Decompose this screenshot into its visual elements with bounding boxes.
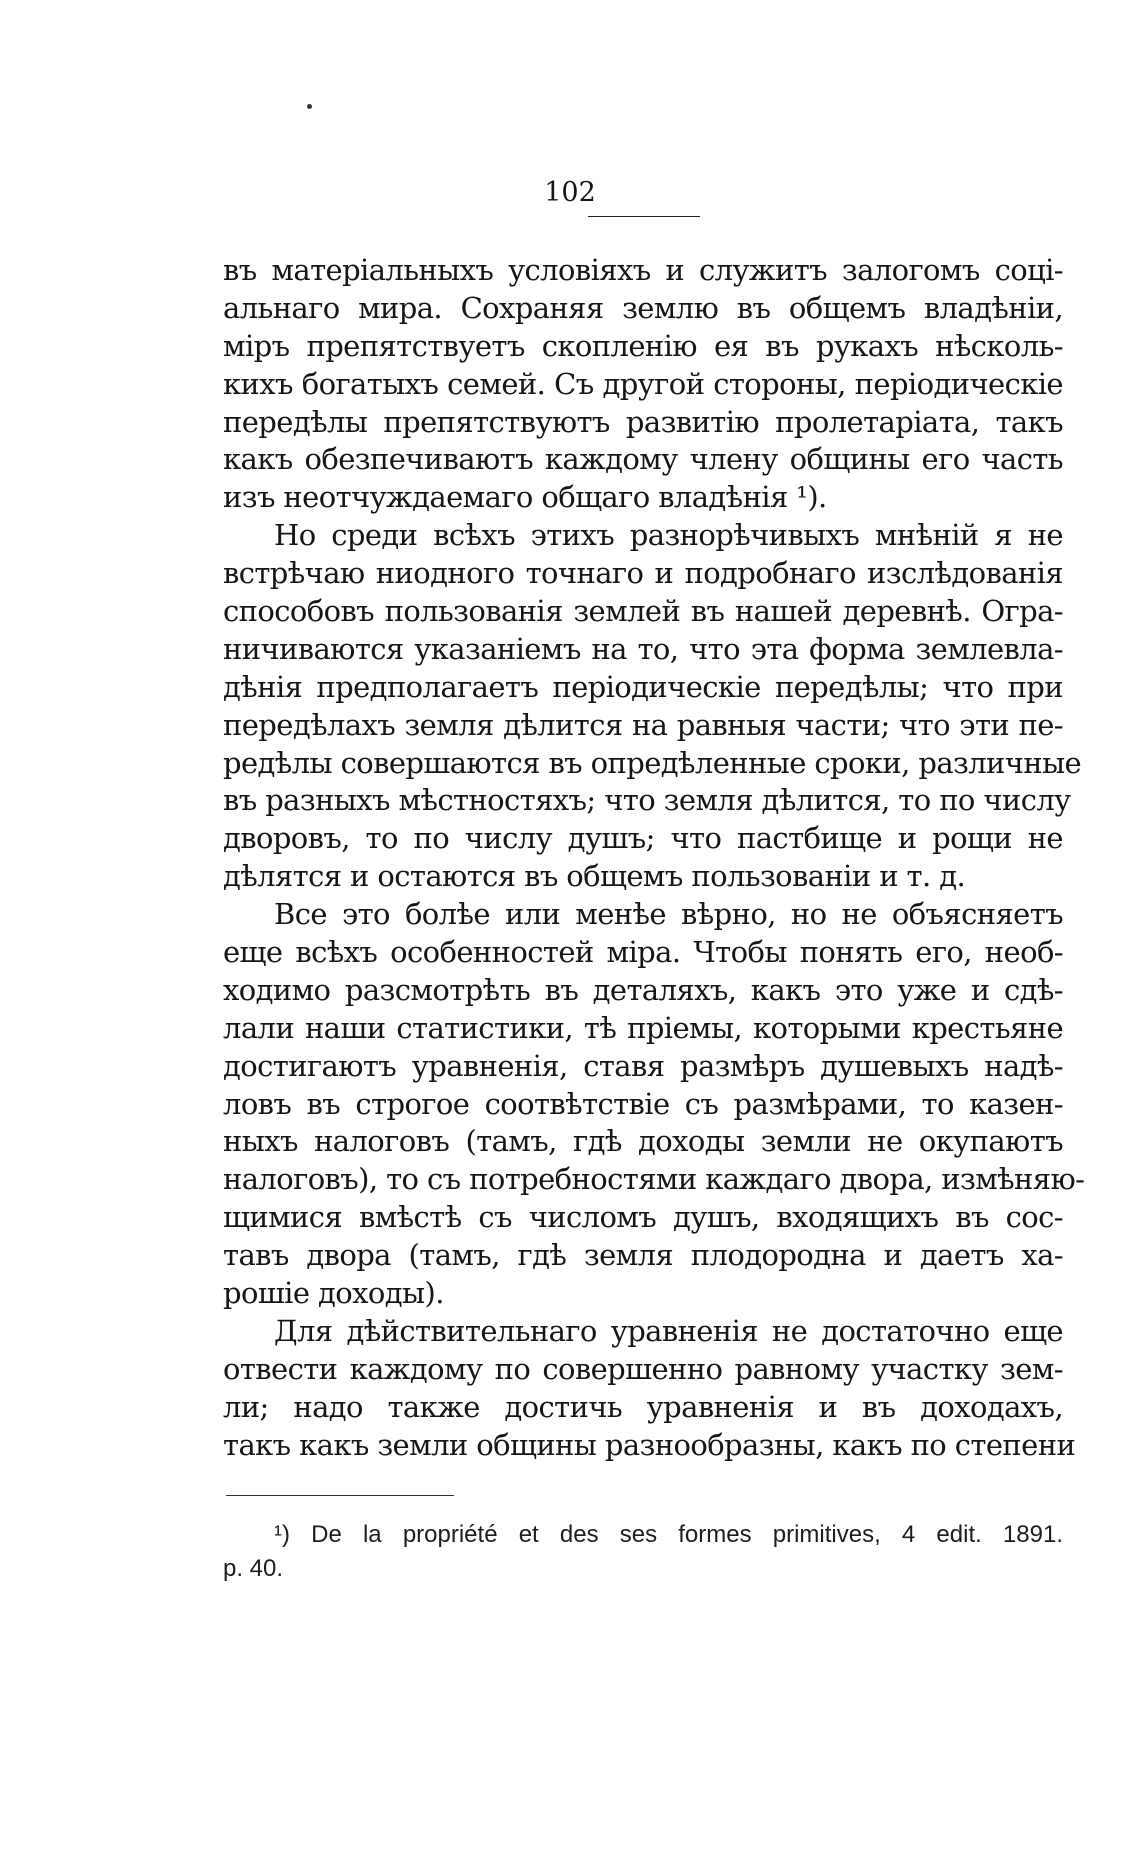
text-line: отвести каждому по совершенно равному участку зем- bbox=[223, 1351, 1063, 1386]
text-line: передѣлахъ земля дѣлится на равныя части; что эти пе- bbox=[223, 707, 1063, 742]
text-line: дѣнія предполагаетъ періодическіе передѣлы; что при bbox=[223, 669, 1063, 704]
body-text bbox=[223, 252, 1085, 1465]
text-line: тавъ двора (тамъ, гдѣ земля плодородна и даетъ ха- bbox=[223, 1238, 1063, 1273]
ink-speck bbox=[307, 104, 312, 109]
text-line: налоговъ), то съ потребностями каждаго двора, измѣняю- bbox=[223, 1162, 1085, 1197]
text-line: щимися вмѣстѣ съ числомъ душъ, входящихъ въ сос- bbox=[223, 1200, 1063, 1235]
text-line: Для дѣйствительнаго уравненія не достаточно еще bbox=[274, 1313, 1063, 1348]
text-line: дѣлятся и остаются въ общемъ пользованіи и т. д. bbox=[223, 859, 966, 894]
text-line: передѣлы препятствуютъ развитію пролетаріата, такъ bbox=[223, 404, 1063, 439]
text-line: ныхъ налоговъ (тамъ, гдѣ доходы земли не окупаютъ bbox=[223, 1124, 1063, 1159]
text-line: Все это болѣе или менѣе вѣрно, но не объясняетъ bbox=[274, 897, 1063, 932]
text-line: альнаго мира. Сохраняя землю въ общемъ владѣніи, bbox=[223, 290, 1063, 325]
text-line: ничиваются указаніемъ на то, что эта форма землевла- bbox=[223, 631, 1063, 666]
text-line: міръ препятствуетъ скопленію ея въ рукахъ нѣсколь- bbox=[223, 328, 1063, 363]
page-number: 102 bbox=[544, 177, 596, 208]
text-line: изъ неотчуждаемаго общаго владѣнія ¹). bbox=[223, 480, 827, 515]
text-line: ли; надо также достичь уравненія и въ доходахъ, bbox=[223, 1389, 1063, 1424]
text-line: ловъ въ строгое соотвѣтствіе съ размѣрами, то казен- bbox=[223, 1086, 1063, 1121]
text-line: Но среди всѣхъ этихъ разнорѣчивыхъ мнѣній я не bbox=[274, 518, 1063, 553]
text-line: дворовъ, то по числу душъ; что пастбище и рощи не bbox=[223, 821, 1063, 856]
text-line: редѣлы совершаются въ опредѣленные сроки, различные bbox=[223, 745, 1082, 780]
footnote-separator bbox=[226, 1495, 454, 1496]
text-line: такъ какъ земли общины разнообразны, какъ по степени bbox=[223, 1427, 1076, 1462]
text-line: способовъ пользованія землей въ нашей деревнѣ. Огра- bbox=[223, 594, 1063, 629]
text-line: достигаютъ уравненія, ставя размѣръ душевыхъ надѣ- bbox=[223, 1048, 1063, 1083]
footnote-line: p. 40. bbox=[223, 1555, 284, 1582]
text-line: лали наши статистики, тѣ пріемы, которыми крестьяне bbox=[223, 1010, 1063, 1045]
text-line: какъ обезпечиваютъ каждому члену общины его часть bbox=[223, 442, 1063, 477]
text-line: рошіе доходы). bbox=[223, 1276, 444, 1311]
text-line: встрѣчаю ниодного точнаго и подробнаго изслѣдованія bbox=[223, 556, 1063, 591]
text-line: въ разныхъ мѣстностяхъ; что земля дѣлится, то по числу bbox=[223, 783, 1071, 818]
text-line: еще всѣхъ особенностей міра. Чтобы понять его, необ- bbox=[223, 935, 1063, 970]
text-line: въ матеріальныхъ условіяхъ и служитъ залогомъ соці- bbox=[223, 253, 1063, 287]
footnote-line: ¹) De la propriété et des ses formes primitives, 4 edit. 1891. bbox=[274, 1521, 1063, 1548]
text-line: ходимо разсмотрѣть въ деталяхъ, какъ это уже и сдѣ- bbox=[223, 972, 1063, 1007]
text-line: кихъ богатыхъ семей. Съ другой стороны, періодическіе bbox=[223, 366, 1063, 401]
page-number-rule bbox=[588, 216, 700, 217]
footnote bbox=[223, 1518, 1063, 1586]
